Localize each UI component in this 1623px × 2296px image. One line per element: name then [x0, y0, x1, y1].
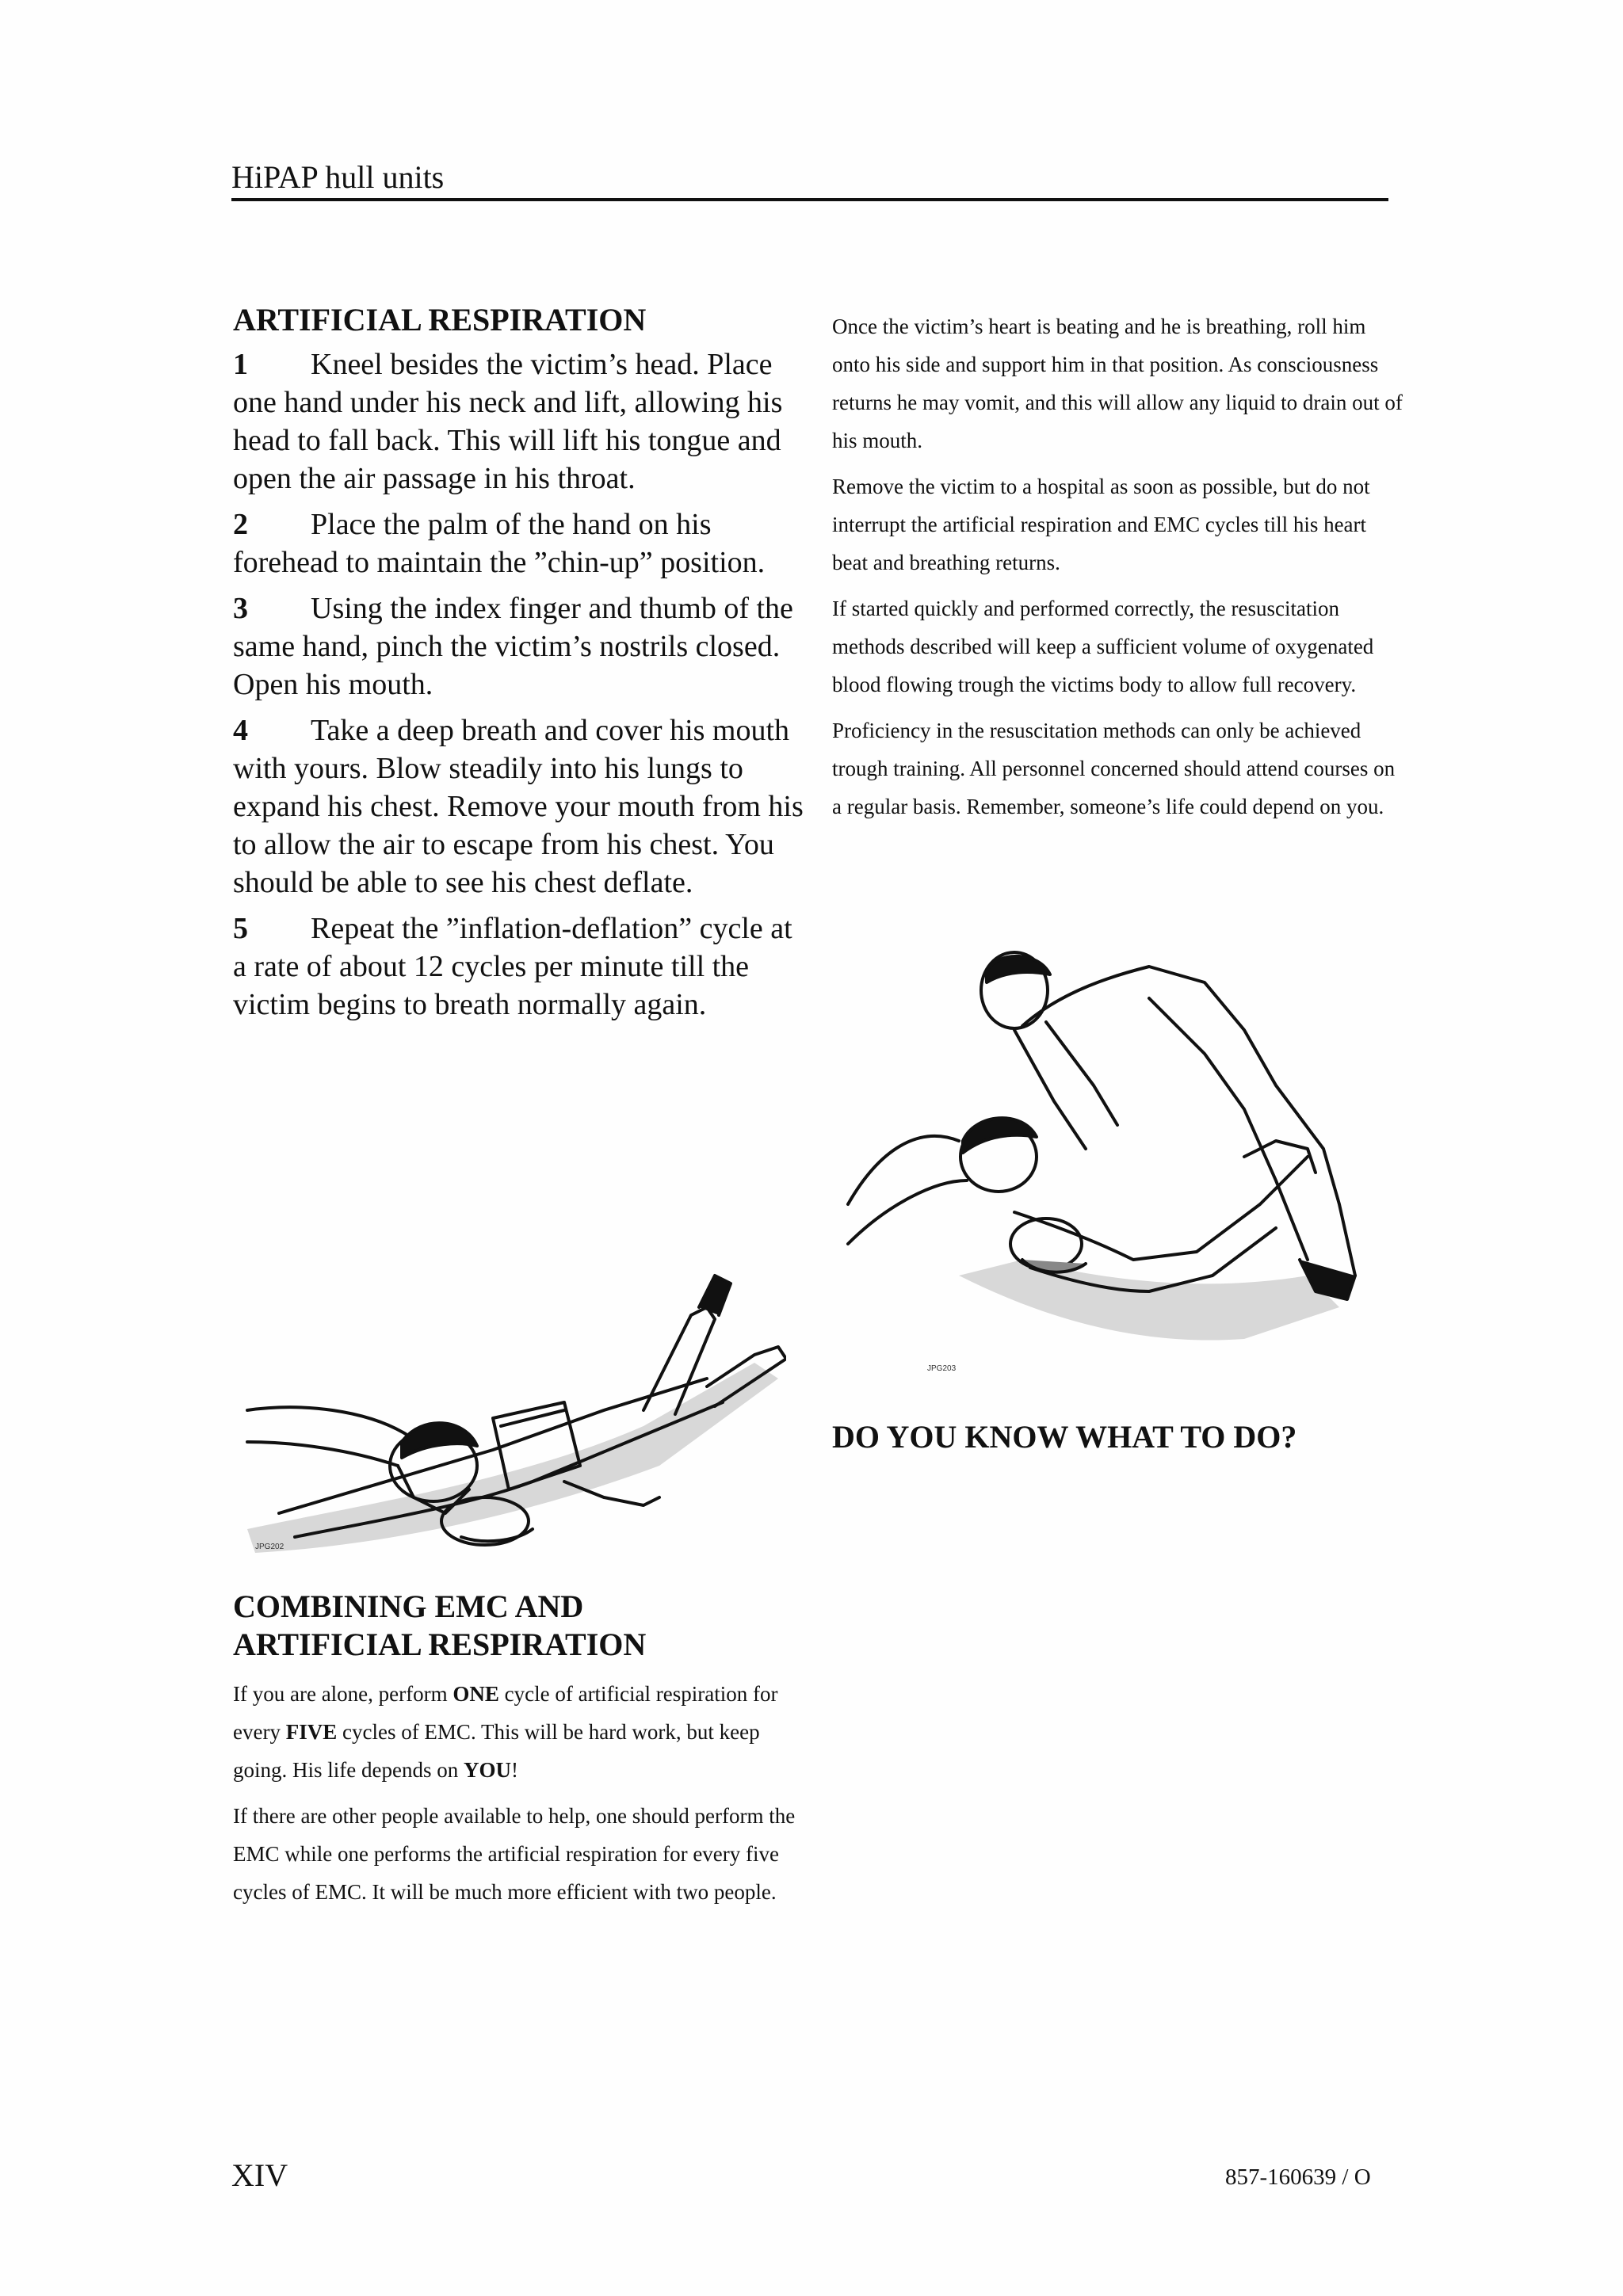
step-number: 5	[233, 912, 248, 945]
figure-code: JPG202	[255, 1543, 285, 1551]
combining-heading-line: ARTIFICIAL RESPIRATION	[233, 1627, 647, 1662]
recovery-paragraph: Remove the victim to a hospital as soon as possible, but do not interrupt the artificial respiration and EMC cycles till his heart beat and breathing returns.	[832, 475, 1370, 574]
emc-two-rescuers-illustration	[832, 943, 1371, 1386]
question-heading: DO YOU KNOW WHAT TO DO?	[832, 1419, 1297, 1455]
step-number: 4	[233, 714, 248, 747]
step-number: 2	[233, 508, 248, 541]
artificial-respiration-section	[233, 301, 804, 1032]
header-title: HiPAP hull units	[231, 159, 445, 195]
step-text: Using the index finger and thumb of the same hand, pinch the victim’s nostrils closed. Open his mouth.	[233, 592, 793, 701]
step-1	[233, 345, 804, 498]
emphasis-you: YOU	[463, 1758, 511, 1782]
mouth-to-mouth-illustration	[231, 1228, 786, 1561]
step-4	[233, 711, 804, 902]
recovery-paragraph: If started quickly and performed correctly, the resuscitation methods described will keep a sufficient volume of oxygenated blood flowing trough the victims body to allow full recovery.	[832, 597, 1374, 696]
emphasis-five: FIVE	[285, 1720, 338, 1744]
step-text: Repeat the ”inflation-deflation” cycle at a rate of about 12 cycles per minute till the victim begins to breath normally again.	[233, 912, 792, 1021]
figure-code: JPG203	[927, 1364, 957, 1373]
step-text: Kneel besides the victim’s head. Place one hand under his neck and lift, allowing his head to fall back. This will lift his tongue and open the air passage in his throat.	[233, 348, 783, 495]
step-text: Take a deep breath and cover his mouth with yours. Blow steadily into his lungs to expand his chest. Remove your mouth from his to allow the air to escape from his chest. You should be able to see his chest deflate.	[233, 714, 804, 899]
emphasis-one: ONE	[453, 1682, 499, 1706]
step-number: 3	[233, 592, 248, 625]
combining-heading	[233, 1588, 804, 1664]
step-5	[233, 910, 804, 1024]
document-code: 857-160639 / O	[1225, 2164, 1371, 2190]
text-run: cycle of artificial respiration for every	[233, 1682, 778, 1744]
step-text: Place the palm of the hand on his forehead to maintain the ”chin-up” position.	[233, 508, 766, 579]
recovery-section	[832, 307, 1403, 833]
text-run: !	[510, 1758, 518, 1782]
combining-paragraph-team: If there are other people available to help, one should perform the EMC while one performs the artificial respiration for every five cycles of EMC. It will be much more efficient with two people.	[233, 1804, 796, 1904]
recovery-paragraph: Once the victim’s heart is beating and he is breathing, roll him onto his side and support him in that position. As consciousness returns he may vomit, and this will allow any liquid to drain out of his mouth.	[832, 315, 1403, 452]
step-3	[233, 589, 804, 704]
page-number: XIV	[231, 2157, 288, 2193]
combining-paragraph-alone	[233, 1675, 804, 1789]
step-2	[233, 505, 804, 582]
recovery-paragraph: Proficiency in the resuscitation methods can only be achieved trough training. All personnel concerned should attend courses on a regular basis. Remember, someone’s life could depend on you.	[832, 719, 1396, 818]
header-rule	[231, 198, 1388, 201]
artificial-respiration-heading: ARTIFICIAL RESPIRATION	[233, 302, 647, 338]
combining-heading-line: COMBINING EMC AND	[233, 1589, 584, 1624]
combining-section	[233, 1588, 804, 1919]
step-number: 1	[233, 348, 248, 381]
text-run: cycles of EMC. This will be hard work, but keep going. His life depends on	[233, 1720, 760, 1782]
text-run: If you are alone, perform	[233, 1682, 453, 1706]
